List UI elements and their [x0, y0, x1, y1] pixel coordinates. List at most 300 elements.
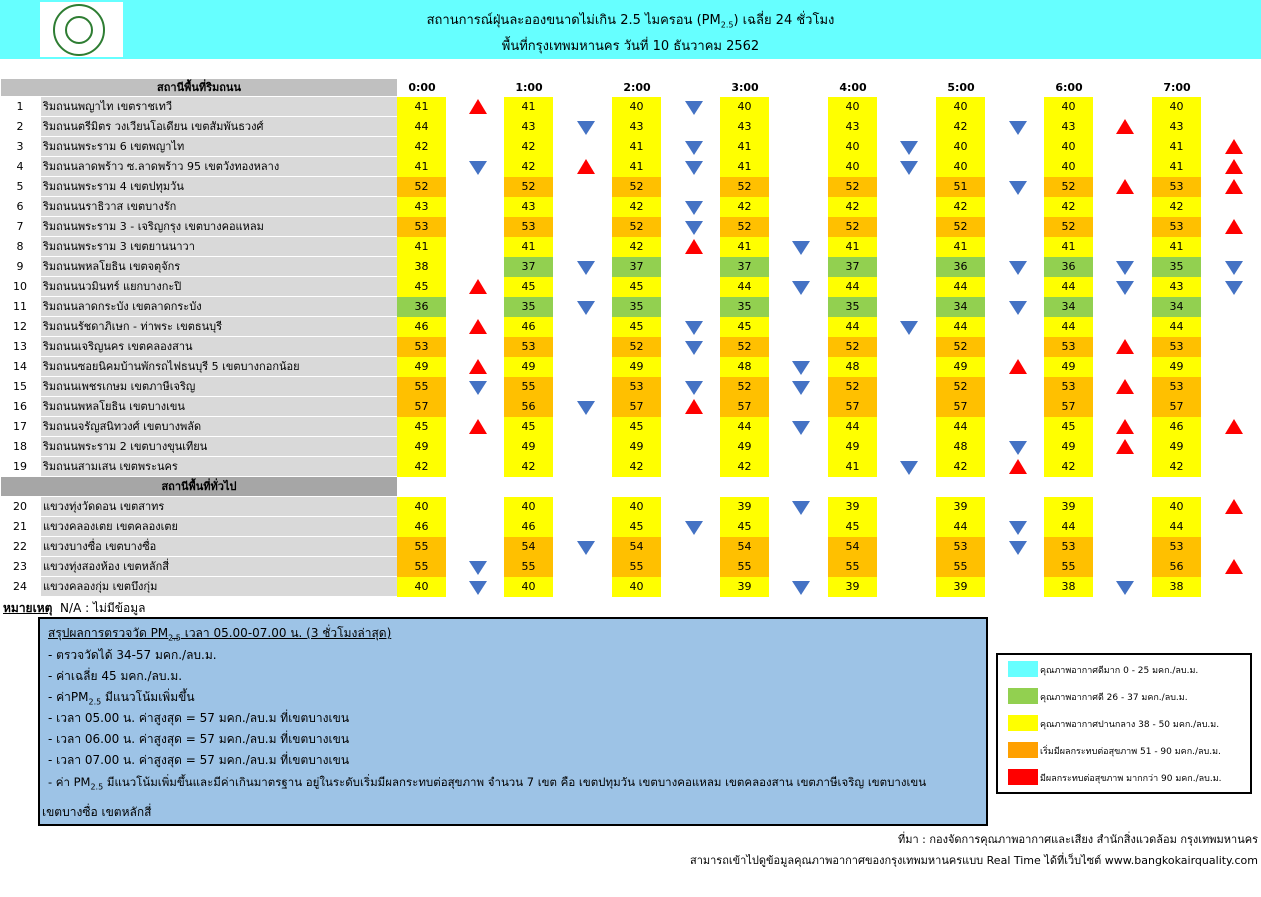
station-number: 11 [1, 297, 39, 317]
pm25-value: 55 [936, 557, 985, 577]
pm25-value: 39 [828, 577, 877, 597]
table-row [1, 117, 1261, 137]
pm25-value: 49 [397, 357, 446, 377]
pm25-value: 44 [1044, 317, 1093, 337]
pm25-value: 53 [397, 217, 446, 237]
station-number: 13 [1, 337, 39, 357]
pm25-value: 57 [720, 397, 769, 417]
pm25-value: 40 [1044, 97, 1093, 117]
station-number: 7 [1, 217, 39, 237]
pm25-value: 40 [828, 97, 877, 117]
station-name: ริมถนนนวมินทร์ แยกบางกะปิ [41, 277, 397, 296]
station-name: ริมถนนพระราม 6 เขตพญาไท [41, 137, 397, 156]
pm25-value: 48 [936, 437, 985, 457]
pm25-value: 45 [397, 277, 446, 297]
pm25-value: 41 [397, 237, 446, 257]
pm25-value: 53 [612, 377, 661, 397]
station-name: ริมถนนตรีมิตร วงเวียนโอเดียน เขตสัมพันธวงศ์ [41, 117, 397, 136]
station-name: ริมถนนพญาไท เขตราชเทวี [41, 97, 397, 116]
table-row [1, 237, 1261, 257]
trend-down-icon [685, 381, 703, 395]
roadside-header: สถานีพื้นที่ริมถนน [1, 79, 397, 96]
pm25-value: 46 [397, 517, 446, 537]
pm25-value: 41 [504, 237, 553, 257]
pm25-value: 57 [612, 397, 661, 417]
pm25-value: 44 [828, 317, 877, 337]
pm25-value: 55 [612, 557, 661, 577]
pm25-value: 49 [828, 437, 877, 457]
pm25-value: 38 [1044, 577, 1093, 597]
trend-down-icon [1225, 261, 1243, 275]
pm25-value: 54 [504, 537, 553, 557]
pm25-value: 42 [397, 137, 446, 157]
pm25-value: 54 [612, 537, 661, 557]
pm25-value: 49 [1152, 437, 1201, 457]
pm25-value: 45 [612, 517, 661, 537]
pm25-value: 41 [1152, 137, 1201, 157]
legend-item [1008, 769, 1244, 787]
general-header: สถานีพื้นที่ทั่วไป [1, 477, 397, 496]
pm25-value: 52 [1044, 217, 1093, 237]
trend-up-icon [1116, 419, 1134, 434]
pm25-value: 45 [504, 417, 553, 437]
pm25-value: 41 [397, 97, 446, 117]
pm25-value: 42 [1044, 457, 1093, 477]
note [3, 599, 145, 618]
pm25-value: 39 [720, 577, 769, 597]
pm25-value: 55 [397, 537, 446, 557]
pm25-value: 53 [1044, 377, 1093, 397]
pm25-value: 42 [504, 457, 553, 477]
pm25-value: 42 [612, 457, 661, 477]
station-number: 24 [1, 577, 39, 597]
trend-down-icon [792, 501, 810, 515]
trend-up-icon [1116, 379, 1134, 394]
pm25-value: 44 [720, 277, 769, 297]
trend-down-icon [685, 201, 703, 215]
trend-down-icon [900, 141, 918, 155]
station-name: ริมถนนสามเสน เขตพระนคร [41, 457, 397, 476]
station-number: 23 [1, 557, 39, 577]
trend-down-icon [900, 461, 918, 475]
station-name: ริมถนนพหลโยธิน เขตบางเขน [41, 397, 397, 416]
page-subtitle: พื้นที่กรุงเทพมหานคร วันที่ 10 ธันวาคม 2562 [501, 39, 760, 54]
pm25-value: 42 [612, 197, 661, 217]
legend-label: คุณภาพอากาศดี 26 - 37 มคก./ลบ.ม. [1040, 693, 1188, 703]
pm25-value: 40 [1152, 97, 1201, 117]
trend-up-icon [469, 99, 487, 114]
pm25-value: 55 [1044, 557, 1093, 577]
station-number: 17 [1, 417, 39, 437]
trend-up-icon [1225, 559, 1243, 574]
station-number: 16 [1, 397, 39, 417]
legend-swatch [1008, 688, 1038, 704]
pm25-value: 40 [1152, 497, 1201, 517]
table-row [1, 217, 1261, 237]
trend-down-icon [469, 381, 487, 395]
pm25-value: 57 [1044, 397, 1093, 417]
pm25-value: 53 [1152, 337, 1201, 357]
trend-down-icon [577, 261, 595, 275]
pm25-value: 49 [1044, 437, 1093, 457]
pm25-value: 55 [504, 557, 553, 577]
table-row [1, 97, 1261, 117]
legend-label: มีผลกระทบต่อสุขภาพ มากกว่า 90 มคก./ลบ.ม. [1040, 774, 1222, 784]
legend [996, 653, 1252, 794]
pm25-value: 44 [828, 277, 877, 297]
pm25-value: 55 [397, 377, 446, 397]
pm25-value: 49 [504, 437, 553, 457]
table-row [1, 317, 1261, 337]
time-header: 0:00 [408, 81, 436, 94]
pm25-value: 40 [504, 497, 553, 517]
pm25-value: 53 [1044, 537, 1093, 557]
pm25-value: 53 [1152, 217, 1201, 237]
pm25-value: 36 [397, 297, 446, 317]
pm25-value: 55 [720, 557, 769, 577]
pm25-value: 52 [720, 337, 769, 357]
pm25-value: 42 [936, 197, 985, 217]
trend-down-icon [577, 301, 595, 315]
trend-up-icon [1225, 139, 1243, 154]
trend-down-icon [469, 561, 487, 575]
summary-line: - เวลา 07.00 น. ค่าสูงสุด = 57 มคก./ลบ.ม ที่เขตบางเขน [48, 753, 350, 767]
time-header: 3:00 [731, 81, 759, 94]
trend-down-icon [577, 541, 595, 555]
trend-down-icon [792, 381, 810, 395]
pm25-value: 52 [1044, 177, 1093, 197]
pm25-value: 44 [1152, 317, 1201, 337]
pm25-value: 37 [612, 257, 661, 277]
trend-down-icon [469, 581, 487, 595]
station-name: ริมถนนลาดกระบัง เขตลาดกระบัง [41, 297, 397, 316]
pm25-value: 35 [504, 297, 553, 317]
pm25-value: 48 [828, 357, 877, 377]
station-name: ริมถนนลาดพร้าว ซ.ลาดพร้าว 95 เขตวังทองหลาง [41, 157, 397, 176]
pm25-value: 45 [1044, 417, 1093, 437]
pm25-value: 40 [936, 97, 985, 117]
pm25-value: 52 [612, 217, 661, 237]
pm25-value: 41 [828, 237, 877, 257]
pm25-value: 52 [720, 177, 769, 197]
trend-down-icon [685, 221, 703, 235]
pm25-value: 40 [612, 577, 661, 597]
pm25-value: 40 [1044, 137, 1093, 157]
table-row [1, 177, 1261, 197]
pm25-value: 45 [720, 517, 769, 537]
pm25-value: 44 [828, 417, 877, 437]
trend-down-icon [1116, 281, 1134, 295]
trend-down-icon [1009, 441, 1027, 455]
pm25-value: 45 [397, 417, 446, 437]
station-number: 12 [1, 317, 39, 337]
trend-up-icon [469, 279, 487, 294]
pm25-value: 37 [720, 257, 769, 277]
pm25-value: 52 [397, 177, 446, 197]
pm25-value: 56 [504, 397, 553, 417]
trend-down-icon [685, 101, 703, 115]
pm25-value: 45 [828, 517, 877, 537]
pm25-value: 45 [612, 277, 661, 297]
table-row [1, 457, 1261, 477]
station-name: ริมถนนพหลโยธิน เขตจตุจักร [41, 257, 397, 276]
pm25-value: 55 [828, 557, 877, 577]
pm25-value: 57 [397, 397, 446, 417]
pm25-value: 52 [720, 217, 769, 237]
trend-up-icon [469, 359, 487, 374]
station-name: ริมถนนพระราม 2 เขตบางขุนเทียน [41, 437, 397, 456]
pm25-value: 53 [1152, 177, 1201, 197]
pm25-value: 53 [504, 337, 553, 357]
time-header: 5:00 [947, 81, 975, 94]
station-number: 15 [1, 377, 39, 397]
pm25-value: 42 [397, 457, 446, 477]
pm25-value: 55 [397, 557, 446, 577]
pm25-value: 42 [1152, 197, 1201, 217]
pm25-value: 39 [1044, 497, 1093, 517]
legend-item [1008, 742, 1244, 760]
table-row [1, 277, 1261, 297]
station-number: 22 [1, 537, 39, 557]
pm25-value: 41 [1044, 237, 1093, 257]
pm25-value: 44 [936, 317, 985, 337]
pm25-value: 48 [720, 357, 769, 377]
trend-up-icon [1116, 339, 1134, 354]
table-row [1, 377, 1261, 397]
station-name: ริมถนนรัชดาภิเษก - ท่าพระ เขตธนบุรี [41, 317, 397, 336]
trend-up-icon [1116, 179, 1134, 194]
pm25-value: 49 [1152, 357, 1201, 377]
station-number: 9 [1, 257, 39, 277]
trend-down-icon [577, 121, 595, 135]
station-number: 14 [1, 357, 39, 377]
pm25-value: 52 [936, 337, 985, 357]
pm25-value: 44 [1044, 277, 1093, 297]
trend-down-icon [1009, 121, 1027, 135]
pm25-value: 43 [504, 197, 553, 217]
station-name: ริมถนนเพชรเกษม เขตภาษีเจริญ [41, 377, 397, 396]
table-row [1, 417, 1261, 437]
trend-down-icon [792, 581, 810, 595]
pm25-value: 52 [828, 177, 877, 197]
time-header: 7:00 [1163, 81, 1191, 94]
pm25-value: 52 [828, 377, 877, 397]
legend-swatch [1008, 715, 1038, 731]
summary-line: - ตรวจวัดได้ 34-57 มคก./ลบ.ม. [48, 648, 217, 662]
trend-up-icon [1225, 499, 1243, 514]
station-number: 21 [1, 517, 39, 537]
pm25-value: 40 [397, 497, 446, 517]
pm25-value: 45 [612, 417, 661, 437]
pm25-value: 51 [936, 177, 985, 197]
pm25-value: 40 [612, 497, 661, 517]
trend-down-icon [1009, 301, 1027, 315]
table-row [1, 517, 1261, 537]
pm25-value: 57 [1152, 397, 1201, 417]
station-name: แขวงคลองกุ่ม เขตบึงกุ่ม [41, 577, 397, 596]
pm25-value: 41 [612, 157, 661, 177]
summary-title: สรุปผลการตรวจวัด $PM_{2.5}$ เวลา 05.00-07.00 น. (3 ชั่วโมงล่าสุด) [48, 626, 392, 643]
trend-down-icon [792, 421, 810, 435]
trend-down-icon [900, 321, 918, 335]
trend-down-icon [577, 401, 595, 415]
time-header: 2:00 [623, 81, 651, 94]
summary-line: - ค่าเฉลี่ย 45 มคก./ลบ.ม. [48, 669, 183, 683]
pm25-value: 38 [1152, 577, 1201, 597]
pm25-value: 43 [612, 117, 661, 137]
legend-item [1008, 688, 1244, 706]
table-row [1, 197, 1261, 217]
pm25-value: 42 [720, 457, 769, 477]
legend-swatch [1008, 769, 1038, 785]
pm25-value: 46 [397, 317, 446, 337]
pm25-value: 41 [1152, 237, 1201, 257]
pm25-value: 49 [504, 357, 553, 377]
pm25-value: 40 [397, 577, 446, 597]
pm25-value: 52 [612, 337, 661, 357]
pm25-value: 42 [612, 237, 661, 257]
pm25-value: 39 [828, 497, 877, 517]
station-number: 6 [1, 197, 39, 217]
pm25-value: 53 [1152, 377, 1201, 397]
pm25-value: 53 [504, 217, 553, 237]
pm25-value: 49 [397, 437, 446, 457]
trend-up-icon [1116, 439, 1134, 454]
pm25-value: 34 [936, 297, 985, 317]
summary-box [38, 617, 988, 826]
pm25-value: 46 [504, 317, 553, 337]
pm25-value: 43 [504, 117, 553, 137]
pm25-value: 45 [720, 317, 769, 337]
table-row [1, 157, 1261, 177]
pm25-value: 40 [828, 137, 877, 157]
pm25-value: 42 [720, 197, 769, 217]
pm25-value: 53 [1152, 537, 1201, 557]
pm25-value: 52 [936, 217, 985, 237]
pm25-value: 55 [504, 377, 553, 397]
pm25-value: 44 [936, 517, 985, 537]
pm25-value: 41 [720, 237, 769, 257]
pm25-value: 39 [936, 497, 985, 517]
trend-up-icon [577, 159, 595, 174]
station-name: ริมถนนพระราม 3 - เจริญกรุง เขตบางคอแหลม [41, 217, 397, 236]
station-number: 19 [1, 457, 39, 477]
station-number: 2 [1, 117, 39, 137]
table-row [1, 357, 1261, 377]
pm25-value: 42 [1152, 457, 1201, 477]
pm25-value: 52 [720, 377, 769, 397]
summary-line: - เวลา 05.00 น. ค่าสูงสุด = 57 มคก./ลบ.ม ที่เขตบางเขน [48, 711, 350, 725]
pm25-value: 38 [397, 257, 446, 277]
trend-down-icon [792, 241, 810, 255]
trend-up-icon [1116, 119, 1134, 134]
pm25-value: 41 [612, 137, 661, 157]
pm25-value: 49 [936, 357, 985, 377]
trend-down-icon [685, 341, 703, 355]
trend-down-icon [792, 281, 810, 295]
table-row [1, 297, 1261, 317]
trend-down-icon [1009, 521, 1027, 535]
header-banner [0, 0, 1261, 59]
pm25-value: 52 [504, 177, 553, 197]
trend-down-icon [469, 161, 487, 175]
trend-up-icon [1225, 179, 1243, 194]
summary-line: เขตบางซื่อ เขตหลักสี่ [42, 805, 152, 819]
station-name: ริมถนนซอยนิคมบ้านพักรถไฟธนบุรี 5 เขตบางกอกน้อย [41, 357, 397, 376]
pm25-value: 43 [1044, 117, 1093, 137]
station-name: ริมถนนพระราม 3 เขตยานนาวา [41, 237, 397, 256]
trend-down-icon [685, 161, 703, 175]
legend-item [1008, 661, 1244, 679]
source-line: ที่มา : กองจัดการคุณภาพอากาศและเสียง สำนักสิ่งแวดล้อม กรุงเทพมหานคร [897, 833, 1258, 846]
table-row [1, 537, 1261, 557]
pm25-value: 56 [1152, 557, 1201, 577]
pm25-value: 42 [504, 137, 553, 157]
page-title: สถานการณ์ฝุ่นละอองขนาดไม่เกิน 2.5 ไมครอน $(PM_{2.5})$ เฉลี่ย 24 ชั่วโมง [426, 13, 835, 30]
trend-up-icon [1009, 459, 1027, 474]
trend-down-icon [1009, 181, 1027, 195]
note-text: N/A : ไม่มีข้อมูล [60, 601, 146, 615]
pm25-value: 52 [828, 217, 877, 237]
pm25-value: 40 [720, 97, 769, 117]
time-header: 1:00 [515, 81, 543, 94]
pm25-value: 42 [936, 117, 985, 137]
pm25-value: 46 [504, 517, 553, 537]
pm25-value: 41 [936, 237, 985, 257]
pm25-value: 53 [1044, 337, 1093, 357]
pm25-value: 54 [720, 537, 769, 557]
pm25-value: 35 [828, 297, 877, 317]
trend-down-icon [685, 141, 703, 155]
station-name: ริมถนนเจริญนคร เขตคลองสาน [41, 337, 397, 356]
pm25-value: 53 [936, 537, 985, 557]
trend-down-icon [685, 521, 703, 535]
pm25-value: 42 [936, 457, 985, 477]
pm25-value: 41 [720, 157, 769, 177]
pm25-value: 42 [1044, 197, 1093, 217]
station-name: แขวงคลองเตย เขตคลองเตย [41, 517, 397, 536]
pm25-value: 39 [720, 497, 769, 517]
trend-up-icon [469, 419, 487, 434]
station-number: 3 [1, 137, 39, 157]
pm25-value: 40 [828, 157, 877, 177]
station-name: แขวงบางซื่อ เขตบางซื่อ [41, 537, 397, 556]
pm25-value: 49 [720, 437, 769, 457]
pm25-value: 41 [828, 457, 877, 477]
time-header: 6:00 [1055, 81, 1083, 94]
pm25-value: 41 [504, 97, 553, 117]
pm25-value: 40 [936, 157, 985, 177]
station-number: 4 [1, 157, 39, 177]
source-website: สามารถเข้าไปดูข้อมูลคุณภาพอากาศของกรุงเทพมหานครแบบ Real Time ได้ที่เว็บไซต์ www.bangkokairquality.com [689, 854, 1258, 867]
pm25-value: 41 [720, 137, 769, 157]
table-row [1, 257, 1261, 277]
pm25-value: 45 [612, 317, 661, 337]
trend-down-icon [792, 361, 810, 375]
pm25-value: 46 [1152, 417, 1201, 437]
table-row [1, 397, 1261, 417]
table-row [1, 437, 1261, 457]
station-name: ริมถนนจรัญสนิทวงศ์ เขตบางพลัด [41, 417, 397, 436]
pm25-value: 40 [936, 137, 985, 157]
pm25-value: 53 [397, 337, 446, 357]
time-header: 4:00 [839, 81, 867, 94]
station-number: 8 [1, 237, 39, 257]
station-number: 20 [1, 497, 39, 517]
pm25-value: 57 [828, 397, 877, 417]
pm25-value: 37 [504, 257, 553, 277]
trend-up-icon [1225, 219, 1243, 234]
